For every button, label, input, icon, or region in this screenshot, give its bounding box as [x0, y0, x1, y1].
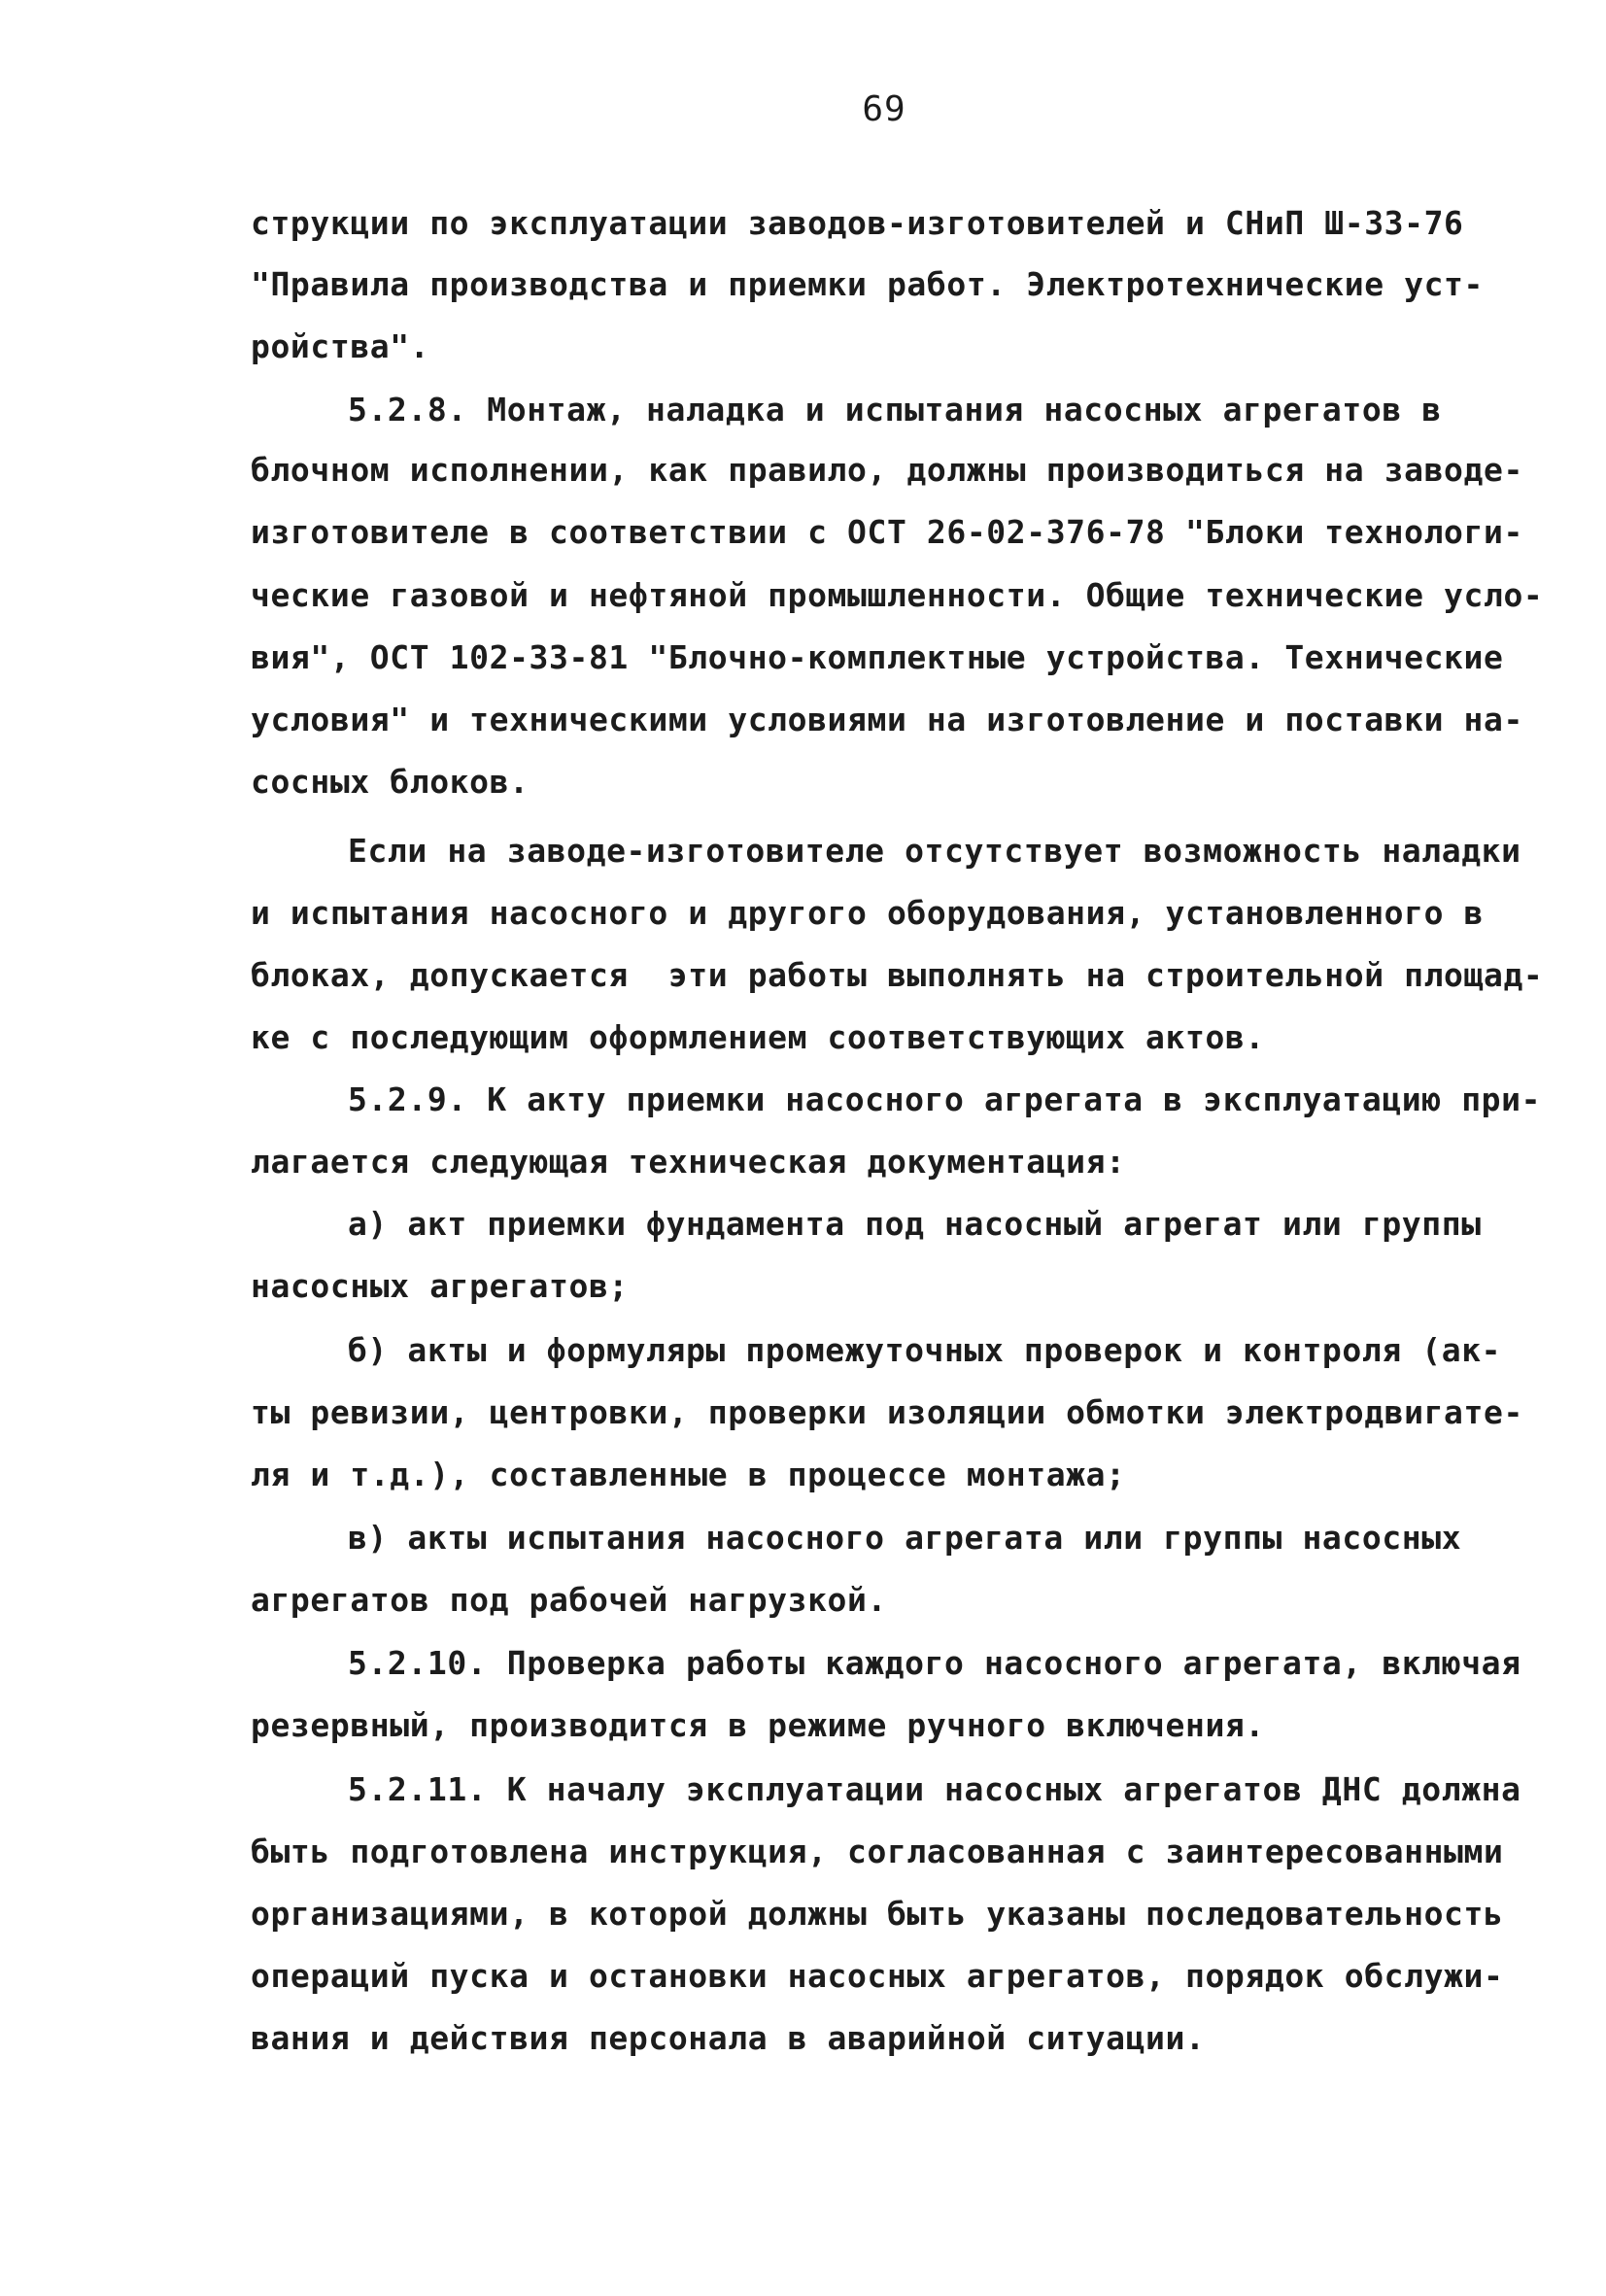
text-line: ке с последующим оформлением соответствующих актов. [251, 1018, 1265, 1056]
paragraph-start-5-2-8: 5.2.8. Монтаж, наладка и испытания насосных агрегатов в [348, 391, 1442, 428]
text-line: блочном исполнении, как правило, должны производиться на заводе- [251, 451, 1523, 489]
text-line: лагается следующая техническая документация: [251, 1143, 1126, 1181]
text-line: ля и т.д.), составленные в процессе монтажа; [251, 1456, 1126, 1493]
text-line: струкции по эксплуатации заводов-изготовителей и СНиП Ш-33-76 [251, 204, 1464, 242]
paragraph-start-5-2-11: 5.2.11. К началу эксплуатации насосных агрегатов ДНС должна [348, 1770, 1521, 1808]
text-line: ческие газовой и нефтяной промышленности. Общие технические усло- [251, 576, 1544, 614]
text-line: ройства". [251, 327, 430, 365]
list-item-b: б) акты и формуляры промежуточных проверок и контроля (ак- [348, 1331, 1502, 1369]
text-line: "Правила производства и приемки работ. Электротехнические уст- [251, 265, 1484, 303]
text-line: условия" и техническими условиями на изготовление и поставки на- [251, 701, 1523, 738]
text-line: организациями, в которой должны быть указаны последовательность [251, 1895, 1504, 1933]
text-line: быть подготовлена инструкция, согласованная с заинтересованными [251, 1833, 1504, 1870]
text-line: операций пуска и остановки насосных агрегатов, порядок обслужи- [251, 1957, 1504, 1995]
text-line: резервный, производится в режиме ручного включения. [251, 1706, 1265, 1744]
page-number: 69 [862, 89, 906, 129]
paragraph-start-5-2-9: 5.2.9. К акту приемки насосного агрегата в эксплуатацию при- [348, 1080, 1542, 1118]
text-line: ты ревизии, центровки, проверки изоляции обмотки электродвигате- [251, 1393, 1523, 1431]
text-line: вания и действия персонала в аварийной ситуации. [251, 2019, 1206, 2057]
text-line: насосных агрегатов; [251, 1267, 629, 1305]
text-line: изготовителе в соответствии с ОСТ 26-02-376-78 "Блоки технологи- [251, 513, 1523, 551]
paragraph-start-5-2-10: 5.2.10. Проверка работы каждого насосного агрегата, включая [348, 1644, 1521, 1682]
list-item-a: а) акт приемки фундамента под насосный агрегат или группы [348, 1205, 1482, 1243]
text-line: блоках, допускается эти работы выполнять на строительной площад- [251, 956, 1544, 994]
text-line: агрегатов под рабочей нагрузкой. [251, 1581, 887, 1619]
paragraph-start: Если на заводе-изготовителе отсутствует возможность наладки [348, 832, 1521, 870]
text-line: сосных блоков. [251, 763, 530, 801]
text-line: вия", ОСТ 102-33-81 "Блочно-комплектные устройства. Технические [251, 638, 1504, 676]
list-item-v: в) акты испытания насосного агрегата или группы насосных [348, 1519, 1462, 1557]
text-line: и испытания насосного и другого оборудования, установленного в [251, 894, 1484, 932]
